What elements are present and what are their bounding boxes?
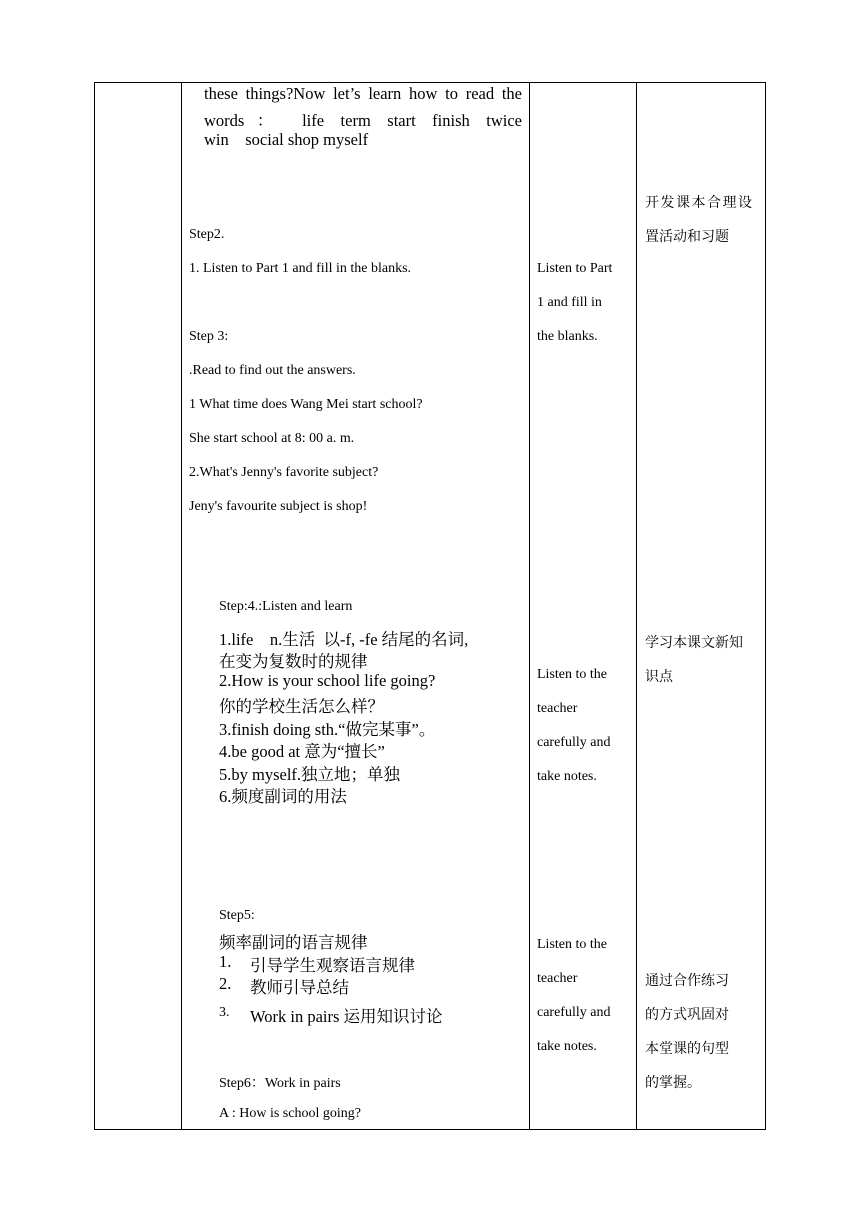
step2-title: Step2. — [189, 227, 225, 242]
student-activity-line: teacher — [537, 971, 578, 986]
step3-title: Step 3: — [189, 329, 229, 344]
step5-title: Step5: — [219, 908, 255, 923]
step3-question: 2.What's Jenny's favorite subject? — [189, 465, 379, 480]
student-activity-line: carefully and — [537, 735, 611, 750]
step4-line: 你的学校生活怎么样？ — [219, 697, 384, 716]
step4-line: 2.How is your school life going? — [219, 671, 436, 690]
step2-instruction: 1. Listen to Part 1 and fill in the blanks. — [189, 261, 412, 276]
step6-title: Step6：Work in pairs — [219, 1076, 341, 1091]
step4-title: Step:4.:Listen and learn — [219, 599, 353, 614]
step5-item-number: 2. — [219, 974, 232, 993]
purpose-line: 的掌握。 — [645, 1076, 701, 1091]
step4-line: 3.finish doing sth.“做完某事”。 — [219, 720, 436, 739]
student-activity-line: Listen to the — [537, 937, 607, 952]
purpose-line: 开发课本合理设 — [645, 196, 754, 211]
step3-question: 1 What time does Wang Mei start school? — [189, 397, 423, 412]
purpose-line: 学习本课文新知 — [645, 636, 743, 651]
student-activity-line: Listen to the — [537, 667, 607, 682]
purpose-line: 置活动和习题 — [645, 230, 729, 245]
step5-heading: 频率副词的语言规律 — [219, 933, 368, 952]
column-divider — [181, 83, 182, 1129]
step4-line: 5.by myself.独立地；单独 — [219, 765, 401, 784]
purpose-line: 的方式巩固对 — [645, 1008, 729, 1023]
step4-line: 在变为复数时的规律 — [219, 652, 368, 671]
student-activity-line: carefully and — [537, 1005, 611, 1020]
step5-item-text: 教师引导总结 — [250, 978, 349, 997]
student-activity-line: take notes. — [537, 769, 597, 784]
student-activity-line: take notes. — [537, 1039, 597, 1054]
step3-instruction: .Read to find out the answers. — [189, 363, 356, 378]
step4-line: 1.life n.生活 以-f, -fe 结尾的名词, — [219, 630, 469, 649]
purpose-line: 通过合作练习 — [645, 974, 729, 989]
step5-item-text: 引导学生观察语言规律 — [250, 956, 415, 975]
column-divider — [529, 83, 530, 1129]
student-activity-line: 1 and fill in — [537, 295, 602, 310]
step4-line: 4.be good at 意为“擅长” — [219, 742, 385, 761]
purpose-line: 识点 — [645, 670, 673, 685]
intro-line: these things?Now let’s learn how to read the — [204, 84, 522, 103]
step5-item-number: 1. — [219, 952, 232, 971]
student-activity-line: Listen to Part — [537, 261, 613, 276]
step3-answer: She start school at 8: 00 a. m. — [189, 431, 355, 446]
intro-line: win social shop myself — [204, 130, 369, 149]
student-activity-line: the blanks. — [537, 329, 598, 344]
step4-line: 6.频度副词的用法 — [219, 787, 347, 806]
student-activity-line: teacher — [537, 701, 578, 716]
intro-line: words： life term start finish twice — [204, 111, 522, 130]
step3-answer: Jeny's favourite subject is shop! — [189, 499, 368, 514]
column-divider — [636, 83, 637, 1129]
purpose-line: 本堂课的句型 — [645, 1042, 729, 1057]
step6-line: A : How is school going? — [219, 1106, 361, 1121]
step5-item-text: Work in pairs 运用知识讨论 — [250, 1007, 443, 1026]
step5-item-number: 3. — [219, 1005, 230, 1020]
